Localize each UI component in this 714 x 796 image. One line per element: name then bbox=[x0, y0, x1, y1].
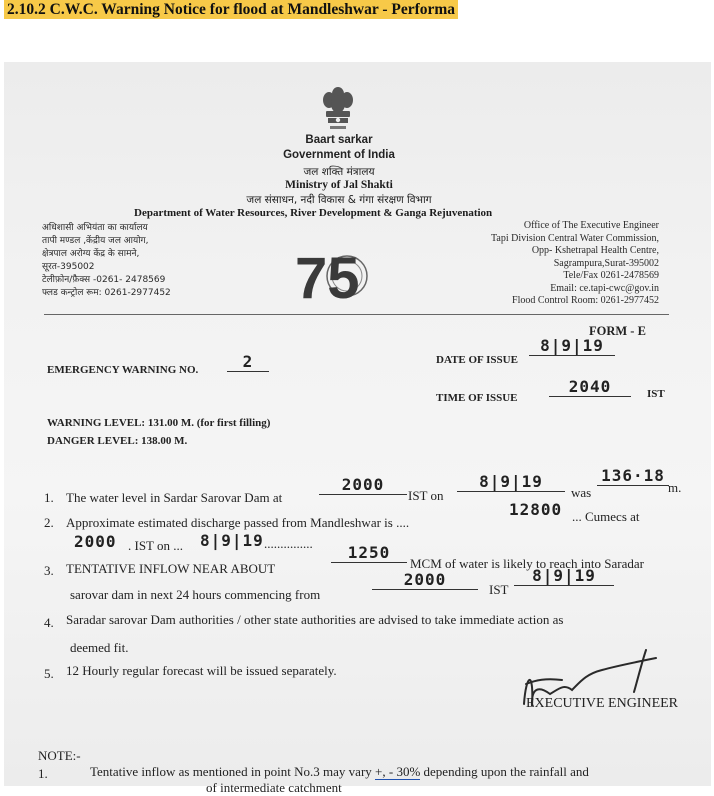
item-3-text-c: sarovar dam in next 24 hours commencing from bbox=[70, 587, 321, 602]
azadi-75-logo bbox=[287, 238, 381, 312]
item-1-text: The water level in Sardar Sarovar Dam at bbox=[66, 490, 283, 505]
address-english bbox=[491, 220, 659, 308]
item-4-text-b: deemed fit. bbox=[70, 640, 129, 655]
date-of-issue-value: 8|9|19 bbox=[529, 336, 615, 356]
note-label: NOTE:- bbox=[38, 748, 81, 763]
address-hindi-line: फ्लड कन्ट्रोल रूम: 0261-2977452 bbox=[42, 288, 171, 298]
item-4-number: 4. bbox=[44, 615, 54, 630]
address-hindi-line: तापी मण्डल ,केंद्रीय जल आयोग, bbox=[42, 236, 149, 246]
time-of-issue-value: 2040 bbox=[549, 377, 631, 397]
item-5-number: 5. bbox=[44, 666, 54, 681]
item-3-text-b: MCM of water is likely to reach into Saradar bbox=[410, 556, 644, 571]
address-line: Tele/Fax 0261-2478569 bbox=[563, 270, 659, 281]
section-heading: 2.10.2 C.W.C. Warning Notice for flood at Mandleshwar - Performa bbox=[4, 0, 458, 19]
item-3-text-d: IST bbox=[489, 582, 509, 597]
address-line: Email: ce.tapi-cwc@gov.in bbox=[550, 282, 659, 294]
signature-label: EXECUTIVE ENGINEER bbox=[526, 696, 679, 711]
letterhead-line-1: Baart sarkar bbox=[305, 134, 373, 146]
note-1-number: 1. bbox=[38, 766, 48, 781]
warning-level: WARNING LEVEL: 131.00 M. (for first filling) bbox=[47, 417, 271, 429]
address-line: Office of The Executive Engineer bbox=[523, 220, 659, 231]
address-line: Opp- Kshetrapal Health Centre, bbox=[531, 245, 659, 256]
address-hindi-line: अधिशासी अभियंता का कार्यालय bbox=[42, 223, 148, 233]
item-3-text: TENTATIVE INFLOW NEAR ABOUT bbox=[66, 561, 276, 576]
address-line: Tapi Division Central Water Commission, bbox=[490, 232, 659, 244]
letterhead-hindi-ministry: जल शक्ति मंत्रालय bbox=[303, 166, 375, 178]
item-2-number: 2. bbox=[44, 515, 54, 530]
item-3-inflow: 1250 bbox=[331, 543, 407, 563]
item-1-date: 8|9|19 bbox=[457, 472, 565, 492]
item-3-time: 2000 bbox=[372, 570, 478, 590]
item-2-discharge: 12800 bbox=[509, 500, 563, 519]
date-of-issue-label: DATE OF ISSUE bbox=[436, 354, 518, 366]
item-3-date: 8|9|19 bbox=[514, 566, 614, 586]
header-divider bbox=[44, 314, 669, 315]
address-hindi bbox=[42, 222, 171, 300]
note-1-text-b: depending upon the rainfall and bbox=[420, 764, 589, 779]
address-hindi-line: टेलीफ़ोन/फ़ैक्स -0261- 2478569 bbox=[42, 275, 166, 285]
letterhead-department: Department of Water Resources, River Development & Ganga Rejuvenation bbox=[134, 207, 493, 219]
warning-no-label: EMERGENCY WARNING NO. bbox=[47, 364, 199, 376]
note-1-text-a: Tentative inflow as mentioned in point No.3 may vary bbox=[90, 764, 376, 779]
warning-no-value: 2 bbox=[227, 352, 269, 372]
item-1-text-b: IST on bbox=[408, 488, 444, 503]
address-line: Sagrampura,Surat-395002 bbox=[553, 257, 659, 269]
address-line: Flood Control Room: 0261-2977452 bbox=[512, 295, 659, 306]
logo-75-text: 75 bbox=[295, 246, 360, 311]
note-1-cut-line: of intermediate catchment bbox=[206, 780, 342, 795]
item-2-time: 2000 bbox=[74, 532, 117, 551]
time-unit: IST bbox=[647, 388, 665, 400]
scanned-document bbox=[4, 62, 711, 795]
item-3-number: 3. bbox=[44, 563, 54, 578]
address-hindi-line: सूरत-395002 bbox=[42, 262, 95, 272]
letterhead-line-2: Government of India bbox=[283, 149, 395, 161]
item-2-dots: ............... bbox=[264, 536, 313, 551]
address-hindi-line: क्षेत्रपाल अरोग्य केंद्र के सामने, bbox=[42, 249, 140, 259]
time-of-issue-label: TIME OF ISSUE bbox=[436, 392, 518, 404]
item-1-unit: m. bbox=[668, 480, 682, 495]
danger-level: DANGER LEVEL: 138.00 M. bbox=[47, 435, 188, 447]
item-2-date: 8|9|19 bbox=[200, 531, 264, 550]
note-1-text bbox=[90, 764, 589, 780]
item-1-level: 136·18 bbox=[597, 466, 669, 486]
handwritten-signature bbox=[506, 644, 706, 724]
item-1-text-c: was bbox=[571, 485, 592, 500]
item-2-text: Approximate estimated discharge passed from Mandleshwar is .... bbox=[66, 515, 410, 530]
item-5-text: 12 Hourly regular forecast will be issued separately. bbox=[66, 663, 337, 678]
item-4-text: Saradar sarovar Dam authorities / other state authorities are advised to take immediate action as bbox=[66, 612, 564, 627]
item-2-text-b: ... Cumecs at bbox=[572, 509, 640, 524]
item-1-number: 1. bbox=[44, 490, 54, 505]
letterhead-ministry: Ministry of Jal Shakti bbox=[285, 179, 393, 191]
letterhead-hindi-department: जल संसाधन, नदी विकास & गंगा संरक्षण विभाग bbox=[246, 194, 432, 206]
national-emblem-icon bbox=[317, 84, 359, 136]
note-1-highlight: +, - 30% bbox=[375, 764, 421, 779]
item-2-text-c: . IST on ... bbox=[128, 538, 184, 553]
item-1-time: 2000 bbox=[319, 475, 407, 495]
form-label: FORM - E bbox=[589, 324, 646, 338]
